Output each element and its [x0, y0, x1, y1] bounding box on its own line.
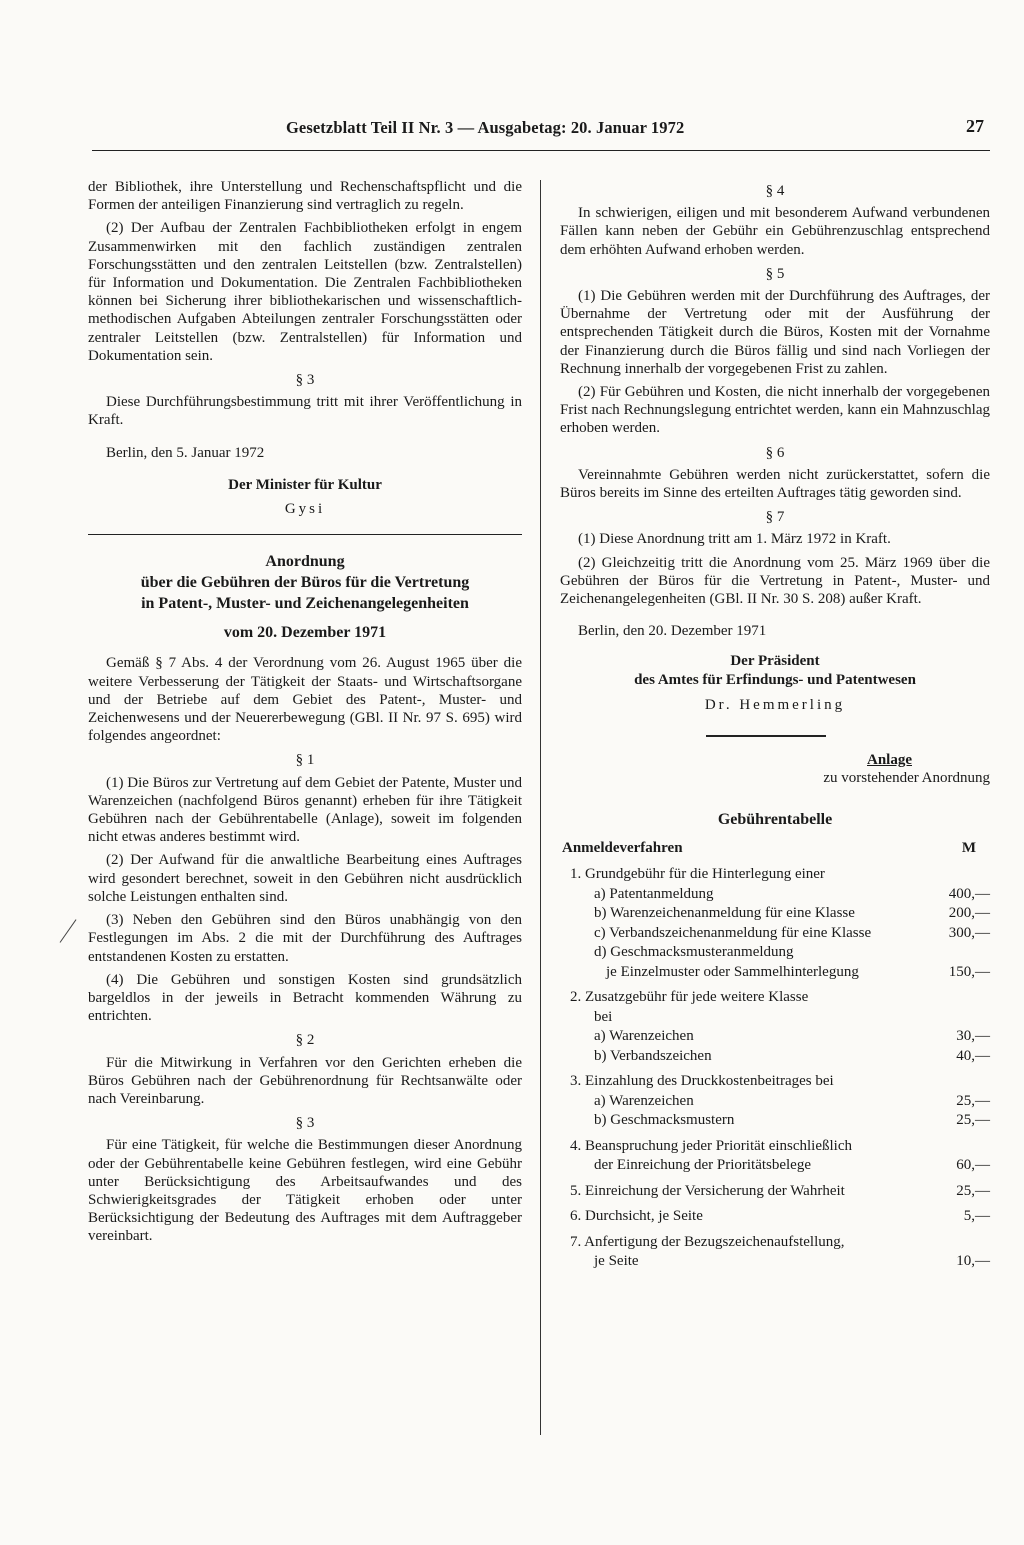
signer-title: Der Minister für Kultur [228, 476, 382, 493]
annex-subtitle: zu vorstehender Anordnung [823, 769, 990, 786]
fee-text: a) Patentanmeldung [594, 885, 714, 902]
header-rule [92, 150, 990, 151]
left-column [88, 178, 522, 1251]
fee-item [560, 1207, 990, 1227]
fee-text: 5. Einreichung der Versicherung der Wahrheit [570, 1182, 845, 1199]
fee-line [560, 1072, 990, 1092]
decree-title-line: Anordnung [265, 553, 345, 571]
fee-text: d) Geschmacksmusteranmeldung [594, 944, 794, 961]
section-heading: § 6 [765, 444, 785, 461]
fee-text: je Einzelmuster oder Sammelhinterlegung [606, 963, 859, 980]
paragraph: (2) Der Aufwand für die anwaltliche Bearbeitung eines Auftrages wird gesondert berechnet, soweit in den Gebühren nicht ausdrücklich solche Leistungen enthalten sind. [88, 852, 522, 905]
paragraph: Vereinnahmte Gebühren werden nicht zurückerstattet, sofern die Büros bereits im Sinne des erteilten Auftrages tätig geworden sind. [560, 466, 990, 502]
column-divider [540, 180, 541, 1435]
fee-amount: 300,— [948, 924, 990, 941]
fee-amount: 5,— [963, 1208, 990, 1225]
fee-line [560, 865, 990, 885]
paragraph: In schwierigen, eiligen und mit besonderem Aufwand verbundenen Fällen kann neben der Gebühr ein Gebührenzuschlag entsprechend dem erhöhten Aufwand erhoben werden. [560, 205, 990, 258]
section-heading: § 1 [295, 752, 315, 769]
fee-text: b) Geschmacksmustern [594, 1112, 735, 1129]
section-divider [88, 534, 522, 535]
decree-date: vom 20. Dezember 1971 [223, 624, 387, 642]
fee-item [560, 1137, 990, 1176]
fee-amount: 25,— [956, 1112, 990, 1129]
fee-line [560, 988, 990, 1008]
fee-line [560, 1207, 990, 1227]
signer-line: Der Präsident [730, 653, 820, 670]
fee-table-section: Anmeldeverfahren [562, 840, 683, 857]
decree-title-line: über die Gebühren der Büros für die Vertretung [140, 574, 470, 592]
fee-amount: 60,— [956, 1157, 990, 1174]
fee-text: 7. Anfertigung der Bezugszeichenaufstellung, [570, 1233, 845, 1250]
fee-line [560, 963, 990, 983]
page-header [92, 116, 990, 146]
fee-line [560, 924, 990, 944]
fee-item [560, 1072, 990, 1131]
fee-table-header [560, 839, 990, 859]
fee-amount: 30,— [956, 1028, 990, 1045]
fee-table-currency: M [961, 840, 976, 857]
paragraph: (1) Die Gebühren werden mit der Durchführung des Auftrages, der Übernahme der Vertretung oder mit der Ausführung der entsprechenden Tätigkeit durch die Büros, Kosten mit der Vornahme der Finanzierung durch die Büros fällig und sind nach Vorliegen der Rechnung innerhalb der vorgegebenen Frist zu zahlen. [560, 288, 990, 377]
right-column [560, 176, 990, 1272]
decree-title-line: in Patent-, Muster- und Zeichenangelegenheiten [141, 595, 469, 613]
fee-text: 1. Grundgebühr für die Hinterlegung einer [570, 866, 825, 883]
fee-amount: 200,— [948, 905, 990, 922]
fee-text: 6. Durchsicht, je Seite [570, 1208, 703, 1225]
fee-line [560, 1233, 990, 1253]
fee-text: 3. Einzahlung des Druckkostenbeitrages bei [570, 1073, 834, 1090]
fee-item [560, 988, 990, 1066]
fee-item [560, 865, 990, 982]
fee-text: 2. Zusatzgebühr für jede weitere Klasse [570, 989, 809, 1006]
preamble: Gemäß § 7 Abs. 4 der Verordnung vom 26. August 1965 über die weitere Verbesserung der Tätigkeit der Staats- und Wirtschaftsorgane und der Betriebe auf dem Gebiet des Patent-, Muster- und Zeichenwesens und der Neuererbewegung (GBl. II Nr. 97 S. 695) wird folgendes angeordnet: [88, 655, 522, 745]
fee-text: bei [594, 1008, 613, 1025]
fee-text: b) Warenzeichenanmeldung für eine Klasse [594, 905, 855, 922]
fee-line [560, 1252, 990, 1272]
fee-amount: 150,— [948, 963, 990, 980]
fee-item [560, 1182, 990, 1202]
fee-line [560, 1156, 990, 1176]
paragraph: (4) Die Gebühren und sonstigen Kosten sind grundsätzlich bargeldlos in der jeweils in Betracht kommenden Währung zu entrichten. [88, 971, 522, 1025]
section-heading: § 3 [295, 372, 315, 389]
paragraph: Für eine Tätigkeit, für welche die Bestimmungen dieser Anordnung oder der Gebührentabelle keine Gebühren festlegen, wird eine Gebühr unter Berücksichtigung des Arbeitsaufwandes und des Schwierigkeitsgrades der Tätigkeit erhoben oder unter Berücksichtigung der Bedeutung des Auftrages mit dem Auftraggeber vereinbart. [88, 1137, 522, 1245]
fee-line [560, 943, 990, 963]
fee-text: a) Warenzeichen [594, 1092, 694, 1109]
section-heading: § 3 [295, 1115, 315, 1132]
paragraph: (2) Für Gebühren und Kosten, die nicht innerhalb der vorgegebenen Frist nach Rechnungslegung entrichtet werden, kann ein Mahnzuschlag erhoben werden. [560, 384, 990, 437]
paragraph: (2) Der Aufbau der Zentralen Fachbibliotheken erfolgt in engem Zusammenwirken mit den fachlich zuständigen zentralen Forschungsstätten und den zentralen Leitstellen (bzw. Zentralstellen) für Information und Dokumentation. Die Zentralen Fachbibliotheken können bei Sicherung ihrer bibliothekarischen und wissenschaftlich-methodischen Aufgaben Abteilungen zentraler Forschungsstätten oder zentraler Leitstellen (bzw. Zentralstellen) für Information und Dokumentation sein. [88, 220, 522, 364]
paragraph: (1) Die Büros zur Vertretung auf dem Gebiet der Patente, Muster und Warenzeichen (nachfolgend Büros genannt) erheben für ihre Tätigkeit Gebühren nach der Gebührentabelle (Anlage), soweit im folgenden nicht etwas anderes bestimmt wird. [88, 774, 522, 846]
fee-amount: 400,— [948, 885, 990, 902]
paragraph: (2) Gleichzeitig tritt die Anordnung vom 25. März 1969 über die Gebühren der Büros für die Vertretung in Patent-, Muster- und Zeichenangelegenheiten (GBl. II Nr. 30 S. 208) außer Kraft. [560, 554, 990, 608]
signer-name: Gysi [284, 501, 326, 518]
fee-line [560, 1092, 990, 1112]
paragraph: der Bibliothek, ihre Unterstellung und Rechenschaftspflicht und die Formen der anteiligen Finanzierung sind vertraglich zu regeln. [88, 179, 522, 214]
fee-amount: 25,— [956, 1182, 990, 1199]
section-heading: § 7 [765, 509, 785, 526]
fee-amount: 40,— [956, 1047, 990, 1064]
short-divider [706, 735, 826, 737]
decree-title [88, 551, 522, 614]
fee-text: je Seite [594, 1253, 639, 1270]
signer-line: des Amtes für Erfindungs- und Patentwesen [634, 672, 916, 689]
fee-table-title: Gebührentabelle [717, 811, 833, 829]
page-number: 27 [966, 116, 984, 136]
place-date: Berlin, den 5. Januar 1972 [106, 444, 265, 461]
fee-line [560, 1137, 990, 1157]
fee-line [560, 904, 990, 924]
fee-amount: 10,— [956, 1253, 990, 1270]
fee-line [560, 1027, 990, 1047]
fee-text: c) Verbandszeichenanmeldung für eine Klasse [594, 924, 872, 941]
fee-text: der Einreichung der Prioritätsbelege [594, 1157, 812, 1174]
paragraph: Diese Durchführungsbestimmung tritt mit ihrer Veröffentlichung in Kraft. [88, 394, 522, 429]
fee-text: 4. Beanspruchung jeder Priorität einschließlich [570, 1137, 853, 1154]
fee-text: b) Verbandszeichen [594, 1047, 712, 1064]
signer-name: Dr. Hemmerling [704, 697, 846, 714]
fee-line [560, 1008, 990, 1028]
fee-line [560, 1182, 990, 1202]
paragraph: (3) Neben den Gebühren sind den Büros unabhängig von den Festlegungen im Abs. 2 die mit der Durchführung des Auftrages entstandenen Kosten zu erstatten. [88, 912, 522, 965]
fee-text: a) Warenzeichen [594, 1028, 694, 1045]
section-heading: § 5 [765, 265, 785, 282]
paragraph: (1) Diese Anordnung tritt am 1. März 1972 in Kraft. [578, 531, 891, 548]
fee-line [560, 1047, 990, 1067]
place-date: Berlin, den 20. Dezember 1971 [578, 623, 767, 640]
section-heading: § 2 [295, 1032, 315, 1049]
signer-block [560, 652, 990, 690]
section-heading: § 4 [765, 183, 785, 199]
fee-line [560, 1111, 990, 1131]
fee-line [560, 885, 990, 905]
header-title: Gesetzblatt Teil II Nr. 3 — Ausgabetag: 20. Januar 1972 [286, 118, 685, 137]
fee-amount: 25,— [956, 1092, 990, 1109]
paragraph: Für die Mitwirkung in Verfahren vor den Gerichten erheben die Büros Gebühren nach der Gebührenordnung für Rechtsanwälte oder nach Vereinbarung. [88, 1054, 522, 1107]
annex-label: Anlage [867, 751, 912, 768]
margin-mark [60, 919, 77, 943]
fee-item [560, 1233, 990, 1272]
